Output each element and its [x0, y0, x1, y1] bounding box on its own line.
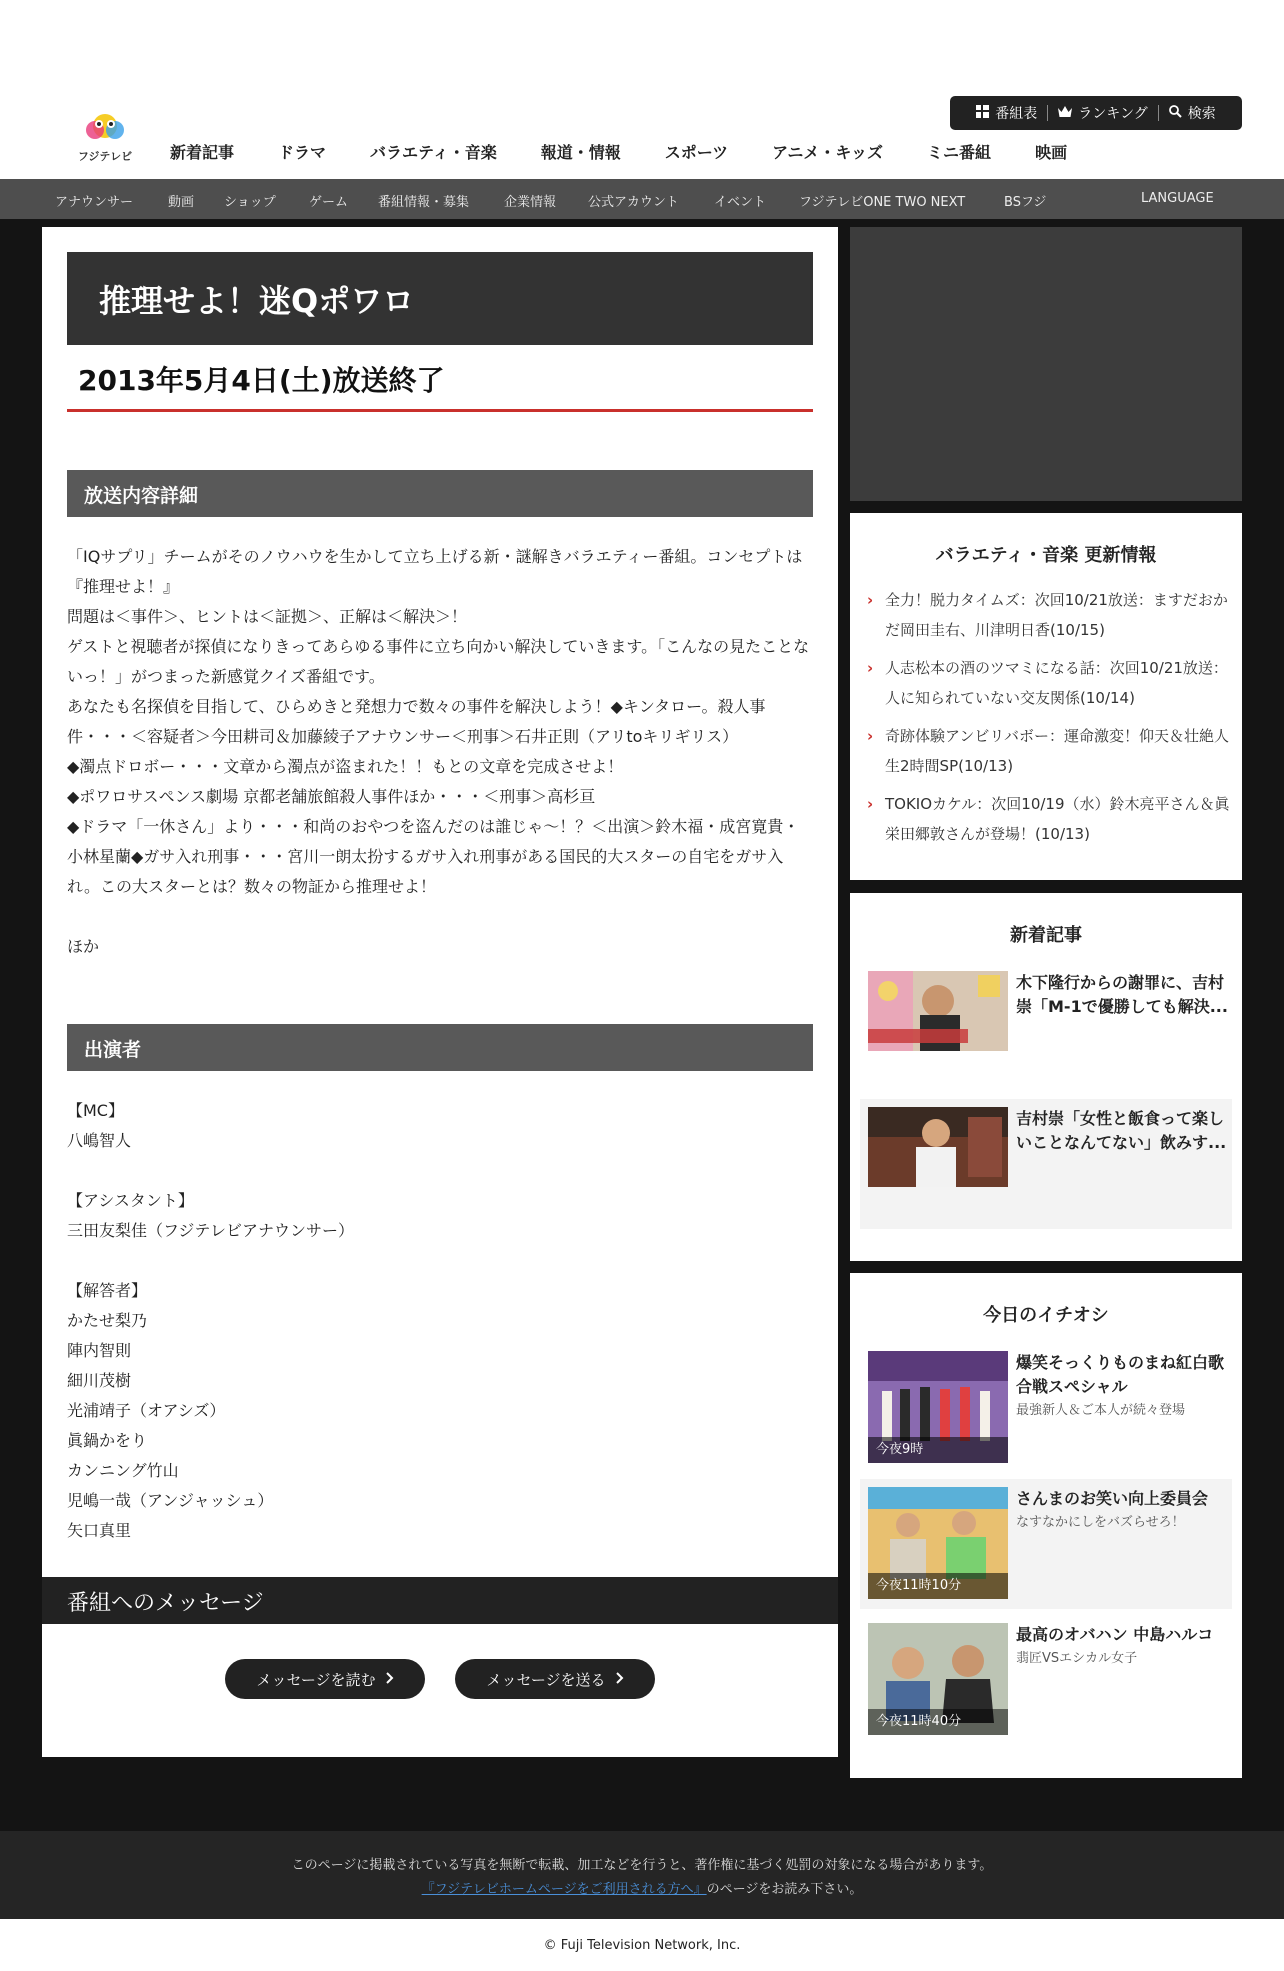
search-icon	[1169, 105, 1182, 122]
cast-line: 八嶋智人	[67, 1131, 132, 1150]
site-header	[0, 0, 1284, 179]
subnav-item-program-info[interactable]: 番組情報・募集	[378, 195, 470, 210]
cast-line	[67, 1156, 813, 1186]
variety-updates-panel	[850, 513, 1242, 880]
subnav-item-one-two-next[interactable]: フジテレビONE TWO NEXT	[799, 195, 966, 210]
pick-thumbnail	[868, 1351, 1008, 1463]
airtime-label: 今夜11時40分	[876, 1714, 962, 1729]
ad-placeholder	[850, 227, 1242, 501]
program-content	[42, 227, 838, 1757]
article-card[interactable]	[860, 963, 1232, 1093]
new-articles-panel	[850, 893, 1242, 1261]
cast-line: 【MC】	[67, 1101, 124, 1120]
update-text: 人志松本の酒のツマミになる話：次回10/21放送：人に知られていない交友関係(10/14)	[885, 659, 1228, 707]
search-label: 検索	[1187, 106, 1216, 122]
read-message-button[interactable]	[225, 1659, 425, 1699]
nav-item-news-info[interactable]: 報道・情報	[540, 143, 621, 162]
airtime-label: 今夜11時10分	[876, 1578, 962, 1593]
search-link[interactable]	[1159, 103, 1226, 123]
update-text: 奇跡体験アンビリバボー：運命激変！仰天＆壮絶人生2時間SP(10/13)	[885, 727, 1229, 775]
copyright-notice	[0, 1831, 1284, 1919]
update-text: 全力！脱力タイムズ：次回10/21放送：ますだおかだ岡田圭右、川津明日香(10/15)	[885, 591, 1228, 639]
details-paragraph: あなたも名探偵を目指して、ひらめきと発想力で数々の事件を解決しよう！◆キンタロー。殺人事件・・・＜容疑者＞今田耕司＆加藤綾子アナウンサー＜刑事＞石井正則（アリtoキリギリス）	[67, 697, 766, 746]
new-articles-title: 新着記事	[1010, 925, 1082, 946]
notice-text: このページに掲載されている写真を無断で転載、加工などを行うと、著作権に基づく処罰の対象になる場合があります。	[291, 1858, 993, 1873]
pick-card[interactable]	[860, 1479, 1232, 1609]
pick-subtitle: 翡匠VSエシカル女子	[1016, 1651, 1138, 1666]
notice-link-suffix: のページをお読み下さい。	[706, 1882, 863, 1897]
article-title: 木下隆行からの謝罪に、吉村崇「M-1で優勝しても解決...	[1016, 973, 1228, 1016]
cast-line: 三田友梨佳（フジテレビアナウンサー）	[67, 1221, 355, 1240]
title-underline	[67, 409, 813, 412]
subnav-item-announcer[interactable]: アナウンサー	[55, 195, 134, 210]
details-paragraph: 「IQサプリ」チームがそのノウハウを生かして立ち上げる新・謎解きバラエティー番組。コンセプトは『推理せよ！』	[67, 547, 803, 596]
airtime-label: 今夜9時	[876, 1442, 924, 1457]
todays-picks-panel	[850, 1273, 1242, 1778]
broadcast-end-date: 2013年5月4日(土)放送終了	[78, 364, 445, 397]
nav-item-mini[interactable]: ミニ番組	[927, 143, 992, 162]
subnav-item-video[interactable]: 動画	[168, 195, 195, 210]
subnav-item-game[interactable]: ゲーム	[309, 195, 349, 210]
notice-link-line	[0, 1878, 1284, 1897]
read-message-label: メッセージを読む	[256, 1670, 376, 1689]
nav-item-sports[interactable]: スポーツ	[664, 143, 729, 162]
language-link[interactable]: LANGUAGE	[1141, 191, 1214, 206]
schedule-link[interactable]	[966, 103, 1047, 123]
update-text: TOKIOカケル：次回10/19（水）鈴木亮平さん＆眞栄田郷敦さんが登場！(10/13)	[885, 795, 1230, 843]
subnav-item-corporate[interactable]: 企業情報	[504, 195, 557, 210]
cast-line: かたせ梨乃	[67, 1311, 148, 1330]
pick-subtitle: なすなかにしをバズらせろ！	[1016, 1515, 1185, 1530]
program-title-box	[67, 252, 813, 345]
pick-thumbnail	[868, 1487, 1008, 1599]
cast-line: 矢口真里	[67, 1521, 132, 1540]
ranking-link[interactable]	[1048, 103, 1158, 123]
pick-card[interactable]	[860, 1615, 1232, 1745]
chevron-right-icon: ›	[867, 591, 874, 609]
update-item[interactable]	[867, 585, 1237, 645]
details-paragraph: ほか	[67, 937, 100, 956]
ranking-label: ランキング	[1078, 106, 1148, 122]
pick-subtitle: 最強新人＆ご本人が続々登場	[1016, 1403, 1186, 1418]
cast-line: 【解答者】	[67, 1281, 148, 1300]
subnav-item-bsfuji[interactable]: BSフジ	[1004, 195, 1047, 210]
details-paragraph: ゲストと視聴者が探偵になりきってあらゆる事件に立ち向かい解決していきます。「こんなの見たことないっ！」がつまった新感覚クイズ番組です。	[67, 637, 810, 686]
cast-line: カンニング竹山	[67, 1461, 179, 1480]
article-thumbnail	[868, 971, 1008, 1051]
cast-list	[67, 1096, 813, 1546]
send-message-button[interactable]	[455, 1659, 655, 1699]
copyright: © Fuji Television Network, Inc.	[0, 1919, 1284, 1971]
send-message-label: メッセージを送る	[486, 1670, 606, 1689]
details-paragraph	[67, 902, 813, 932]
cast-line: 【アシスタント】	[67, 1191, 194, 1210]
details-heading: 放送内容詳細	[67, 470, 813, 517]
fujitv-logo[interactable]	[73, 104, 137, 164]
chevron-right-icon: ›	[867, 659, 874, 677]
terms-link[interactable]: 『フジテレビホームページをご利用される方へ』	[421, 1882, 707, 1897]
message-heading-bar	[42, 1577, 838, 1624]
article-thumbnail	[868, 1107, 1008, 1187]
cast-line: 眞鍋かをり	[67, 1431, 148, 1450]
program-title: 推理せよ！迷Qポワロ	[99, 282, 415, 320]
pick-title: 最高のオバハン 中島ハルコ	[1016, 1625, 1214, 1644]
chevron-right-icon	[616, 1670, 624, 1688]
nav-item-news[interactable]: 新着記事	[170, 143, 235, 162]
todays-picks-title: 今日のイチオシ	[983, 1305, 1109, 1326]
nav-item-variety[interactable]: バラエティ・音楽	[370, 143, 497, 162]
pick-title: さんまのお笑い向上委員会	[1016, 1489, 1209, 1508]
cast-line: 陣内智則	[67, 1341, 132, 1360]
details-paragraph: ◆ポワロサスペンス劇場 京都老舗旅館殺人事件ほか・・・＜刑事＞高杉亘	[67, 787, 596, 806]
variety-updates-title: バラエティ・音楽 更新情報	[935, 545, 1157, 566]
utility-bar	[950, 96, 1242, 130]
cast-line: 細川茂樹	[67, 1371, 132, 1390]
pick-card[interactable]	[860, 1343, 1232, 1473]
pick-thumbnail	[868, 1623, 1008, 1735]
logo-text: フジテレビ	[77, 150, 133, 163]
article-card[interactable]	[860, 1099, 1232, 1229]
update-item[interactable]	[867, 653, 1237, 713]
details-paragraph: ◆濁点ドロボー・・・文章から濁点が盗まれた！！もとの文章を完成させよ！	[67, 757, 624, 776]
update-item[interactable]	[867, 789, 1237, 849]
fujitv-eye-icon	[73, 104, 137, 148]
details-paragraph: ◆ドラマ「一休さん」より・・・和尚のおやつを盗んだのは誰じゃ～！？＜出演＞鈴木福・成宮寛貴・小林星蘭◆ガサ入れ刑事・・・宮川一朗太扮するガサ入れ刑事がある国民的大スターの自宅をガサ入れ。この大スターとは？数々の物証から推理せよ！	[67, 817, 800, 896]
subnav-item-shop[interactable]: ショップ	[224, 195, 276, 210]
nav-item-anime[interactable]: アニメ・キッズ	[772, 143, 884, 162]
chevron-right-icon	[386, 1670, 394, 1688]
pick-title: 爆笑そっくりものまね紅白歌合戦スペシャル	[1016, 1353, 1225, 1396]
cast-line	[67, 1246, 813, 1276]
nav-item-movie[interactable]: 映画	[1035, 143, 1068, 162]
details-body	[67, 542, 813, 962]
main-nav	[170, 140, 1067, 163]
subnav-item-event[interactable]: イベント	[714, 195, 767, 210]
article-title: 吉村崇「女性と飯食って楽しいことなんてない」飲みす...	[1016, 1109, 1227, 1152]
subnav-item-official-accounts[interactable]: 公式アカウント	[588, 195, 679, 210]
message-heading: 番組へのメッセージ	[67, 1591, 264, 1616]
cast-line: 児嶋一哉（アンジャッシュ）	[67, 1491, 274, 1510]
schedule-label: 番組表	[995, 106, 1038, 122]
crown-icon	[1058, 105, 1072, 121]
cast-heading: 出演者	[67, 1024, 813, 1071]
chevron-right-icon: ›	[867, 795, 874, 813]
update-item[interactable]	[867, 721, 1237, 781]
details-paragraph: 問題は＜事件＞、ヒントは＜証拠＞、正解は＜解決＞！	[67, 607, 468, 626]
grid-icon	[976, 105, 989, 122]
sub-nav	[0, 179, 1284, 219]
cast-line: 光浦靖子（オアシズ）	[67, 1401, 226, 1420]
chevron-right-icon: ›	[867, 727, 874, 745]
nav-item-drama[interactable]: ドラマ	[278, 143, 327, 162]
